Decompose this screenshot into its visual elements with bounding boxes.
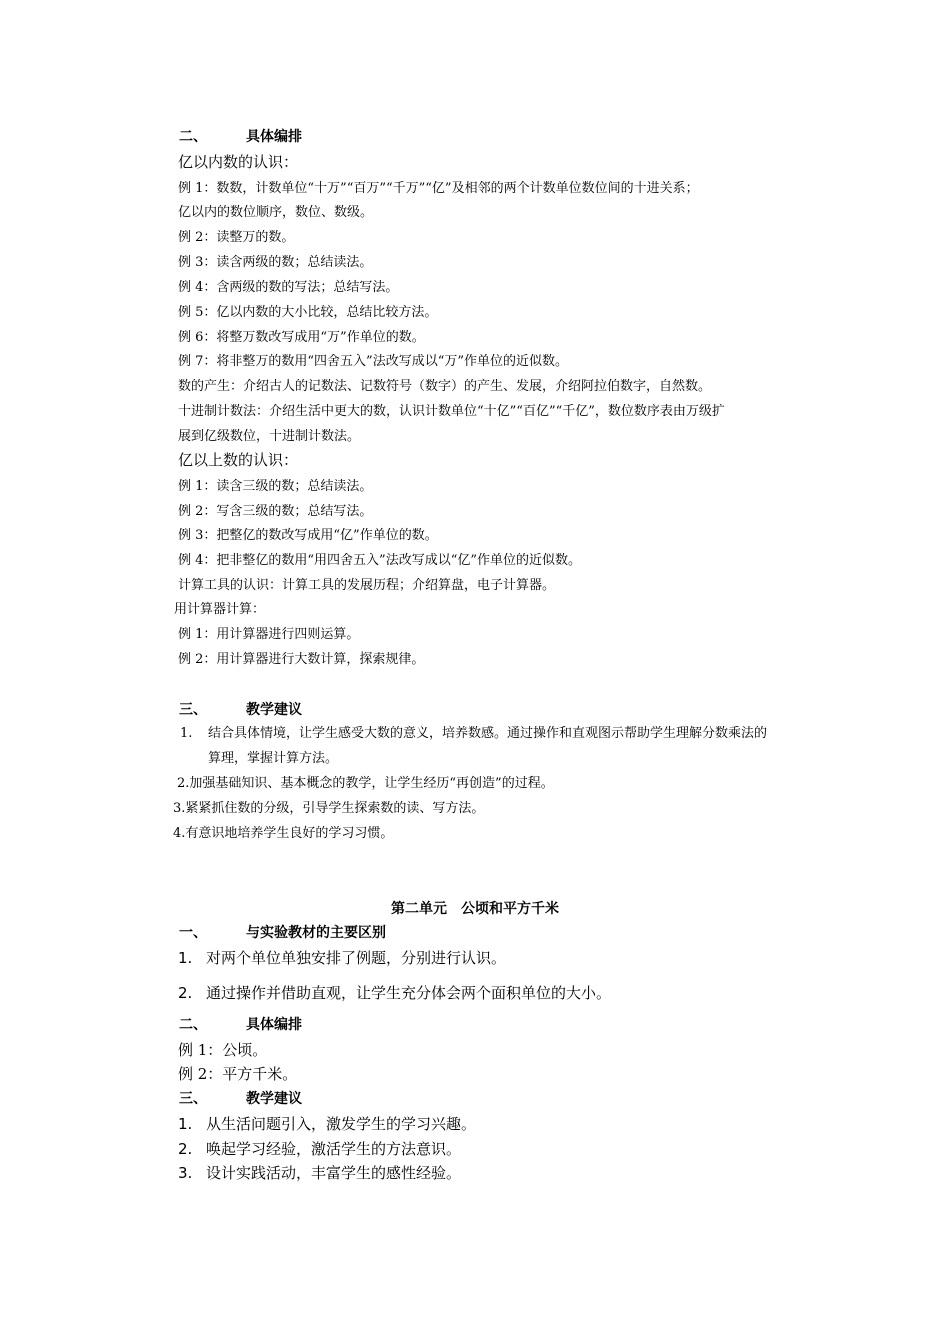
example-line: 例 7：将非整万的数用“四舍五入”法改写成以“万”作单位的近似数。: [178, 354, 568, 369]
list-text: 通过操作并借助直观，让学生充分体会两个面积单位的大小。: [206, 984, 612, 1002]
list-item: [180, 727, 767, 740]
unit-title: 第二单元 公顷和平方千米: [391, 901, 559, 917]
list-text: 唤起学习经验，激活学生的方法意识。: [206, 1140, 462, 1158]
example-line: 例 1：公顷。: [178, 1041, 268, 1059]
example-line: 例 5：亿以内数的大小比较，总结比较方法。: [178, 305, 438, 320]
list-text: 结合具体情境，让学生感受大数的意义，培养数感。通过操作和直观图示帮助学生理解分数乘法的: [208, 726, 768, 741]
heading-title: 具体编排: [246, 1017, 302, 1033]
example-line: 例 2：写含三级的数；总结写法。: [178, 504, 373, 519]
example-line: 例 2：平方千米。: [178, 1065, 298, 1083]
list-item: [178, 1142, 461, 1157]
example-line: 例 4：含两级的数的写法；总结写法。: [178, 280, 399, 295]
text-line: 展到亿级数位，十进制计数法。: [178, 429, 361, 444]
list-text: 从生活问题引入，激发学生的学习兴趣。: [206, 1115, 477, 1133]
list-text: 设计实践活动，丰富学生的感性经验。: [206, 1164, 462, 1182]
example-line: 例 1：用计算器进行四则运算。: [178, 627, 360, 642]
heading-title: 与实验教材的主要区别: [246, 925, 386, 941]
list-number: 1.: [178, 1115, 193, 1133]
example-line: 例 3：把整亿的数改写成用“亿”作单位的数。: [178, 528, 438, 543]
list-item: [178, 1117, 476, 1132]
heading-title: 教学建议: [246, 702, 302, 718]
section-heading: [179, 1018, 302, 1032]
example-line: 例 3：读含两级的数；总结读法。: [178, 255, 373, 270]
heading-number: 三、: [179, 1091, 207, 1107]
section-heading: [179, 703, 302, 717]
list-item: 2.加强基础知识、基本概念的教学，让学生经历“再创造”的过程。: [177, 776, 554, 791]
list-item: [178, 951, 506, 966]
list-item: [178, 1166, 461, 1181]
heading-number: 一、: [179, 925, 207, 941]
example-line: 例 2：用计算器进行大数计算，探索规律。: [178, 652, 425, 667]
section-heading: [179, 926, 386, 940]
list-item: 4.有意识地培养学生良好的学习习惯。: [173, 826, 394, 841]
example-line: 亿以内的数位顺序，数位、数级。: [178, 205, 374, 220]
example-line: 例 6：将整万数改写成用“万”作单位的数。: [178, 330, 425, 345]
text-line: 用计算器计算：: [174, 602, 266, 617]
list-item: 3.紧紧抓住数的分级，引导学生探索数的读、写方法。: [173, 801, 485, 816]
subheading: 亿以内数的认识：: [178, 153, 299, 171]
example-line: 例 1：数数，计数单位“十万”“百万”“千万”“亿”及相邻的两个计数单位数位间的十进关系；: [178, 181, 699, 196]
list-number: 3.: [178, 1164, 193, 1182]
text-line: 十进制计数法：介绍生活中更大的数，认识计数单位“十亿”“百亿”“千亿”，数位数序表由万级扩: [178, 404, 725, 419]
heading-number: 三、: [179, 702, 207, 718]
heading-title: 教学建议: [246, 1091, 302, 1107]
list-number: 1.: [180, 726, 193, 741]
list-item: [178, 986, 611, 1001]
heading-number: 二、: [179, 129, 207, 145]
text-line: 数的产生：介绍古人的记数法、记数符号（数字）的产生、发展，介绍阿拉伯数字，自然数。: [178, 379, 712, 394]
subheading: 亿以上数的认识：: [178, 451, 299, 469]
example-line: 例 4：把非整亿的数用“用四舍五入”法改写成以“亿”作单位的近似数。: [178, 553, 581, 568]
list-number: 2.: [178, 984, 193, 1002]
list-number: 2.: [178, 1140, 193, 1158]
list-item-continuation: 算理，掌握计算方法。: [208, 751, 339, 766]
list-number: 1.: [178, 949, 193, 967]
heading-number: 二、: [179, 1017, 207, 1033]
text-line: 计算工具的认识：计算工具的发展历程；介绍算盘，电子计算器。: [178, 578, 556, 593]
list-text: 对两个单位单独安排了例题，分别进行认识。: [206, 949, 507, 967]
example-line: 例 1：读含三级的数；总结读法。: [178, 479, 373, 494]
heading-title: 具体编排: [246, 129, 302, 145]
example-line: 例 2：读整万的数。: [178, 230, 295, 245]
section-heading: [179, 1092, 302, 1106]
section-heading: [179, 130, 302, 144]
